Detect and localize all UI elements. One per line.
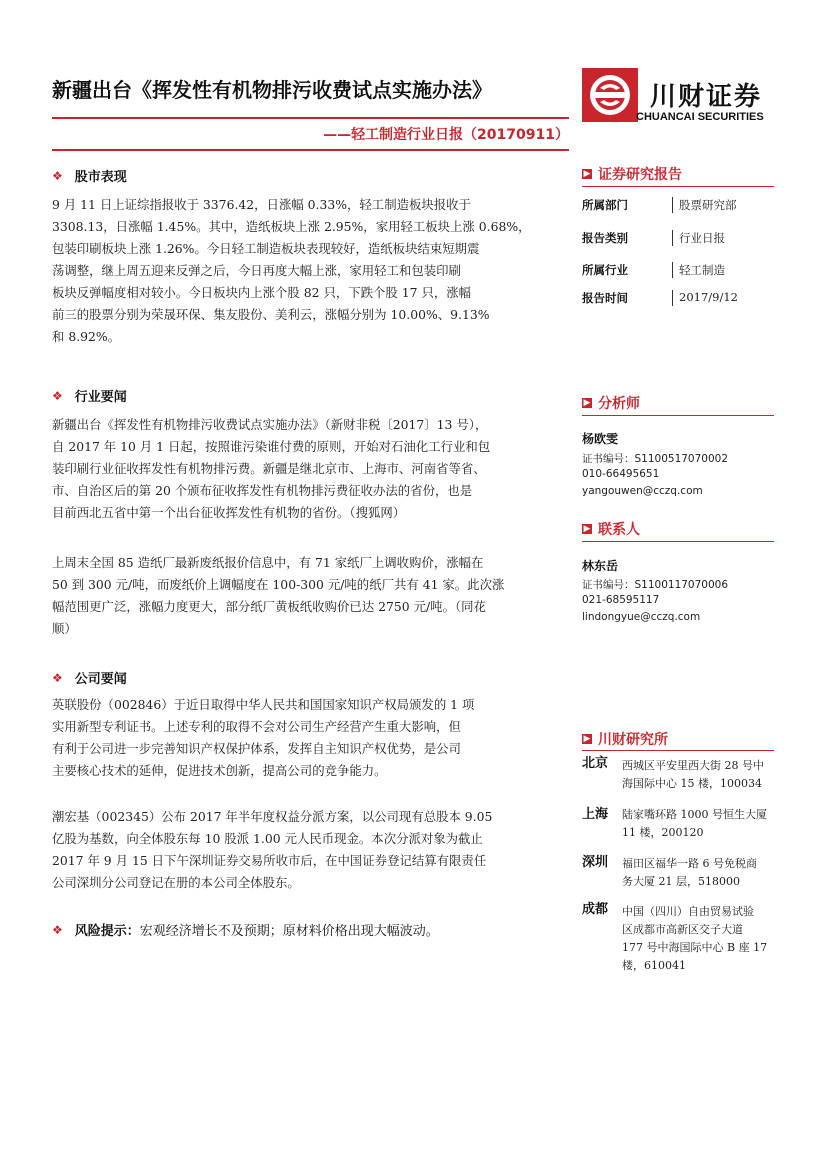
company-paragraph-1: 英联股份（002846）于近日取得中华人民共和国国家知识产权局颁发的 1 项 实用新型专利证书。上述专利的取得不会对公司生产经营产生重大影响，但 有利于公司进一步完善知识产权保护体系，发挥自主知识产权优势，是公司 主要核心技术的延伸，促进技术创新，提高公司的竞争能力。 [52,697,475,778]
sidebar-divider [582,750,774,751]
office-city-chengdu: 成都 [582,902,609,917]
sidebar-divider [582,186,774,187]
analyst-phone: 010-66495651 [582,468,660,480]
logo-text-en: CHUANCAI SECURITIES [636,111,764,123]
square-bullet-icon: ▶ [583,169,591,179]
logo-text-cn: 川财证券 [650,82,763,112]
header-divider-bottom [52,149,569,151]
square-bullet-icon: ▶ [583,398,591,408]
analyst-email[interactable]: yangouwen@cczq.com [582,485,703,497]
office-city-shanghai: 上海 [582,807,609,822]
section-heading-company: ❖ 公司要闻 [52,670,127,687]
sidebar-heading-report: ▶ 证券研究报告 [583,167,682,183]
sidebar-heading-contact: ▶ 联系人 [583,522,640,538]
industry-paragraph-1: 新疆出台《挥发性有机物排污收费试点实施办法》（新财非税〔2017〕13 号）， 自 2017 年 10 月 1 日起，按照谁污染谁付费的原则，开始对石油化工行业和包 装印刷行业征收挥发性有机物排污费。新疆是继北京市、上海市、河南省等省、 市、自治区后的第 20 个颁布征收挥发性有机物排污费征收办法的省份，也是 目前西北五省中第一个出台征收挥发性有机物的省份。（搜狐网） [52,417,491,520]
square-bullet-icon: ▶ [583,734,591,744]
sidebar-divider [582,415,774,416]
square-bullet-icon: ▶ [583,524,591,534]
contact-cert: 证书编号：S1100117070006 [582,579,729,591]
office-address-shanghai: 陆家嘴环路 1000 号恒生大厦 11 楼，200120 [622,808,767,839]
diamond-bullet-icon: ❖ [52,168,63,183]
diamond-bullet-icon: ❖ [52,388,63,403]
contact-name: 林东岳 [582,559,619,573]
industry-paragraph-2: 上周末全国 85 造纸厂最新废纸报价信息中，有 71 家纸厂上调收购价，涨幅在 50 到 300 元/吨，而废纸价上调幅度在 100-300 元/吨的纸厂共有 41 家。此次涨 幅范围更广泛，涨幅力度更大，部分纸厂黄板纸收购价已达 2750 元/吨。（同花 顺） [52,555,505,636]
diamond-bullet-icon: ❖ [52,670,63,685]
office-address-beijing: 西城区平安里西大街 28 号中 海国际中心 15 楼，100034 [622,759,764,790]
office-city-shenzhen: 深圳 [582,855,609,870]
diamond-bullet-icon: ❖ [52,922,63,937]
contact-phone: 021-68595117 [582,594,660,606]
sidebar-heading-analyst: ▶ 分析师 [583,396,640,412]
company-paragraph-2: 潮宏基（002345）公布 2017 年半年度权益分派方案，以公司现有总股本 9.05 亿股为基数，向全体股东每 10 股派 1.00 元人民币现金。本次分派对象为截止 2017 年 9 月 15 日下午深圳证券交易所收市后，在中国证券登记结算有限责任 公司深圳分公司登记在册的本公司全体股东。 [52,809,493,890]
analyst-cert: 证书编号：S1100517070002 [582,453,729,465]
sidebar-divider [582,541,774,542]
header-divider [52,117,569,119]
chuancai-logo-icon [582,68,638,122]
page-subtitle: ——轻工制造行业日报（20170911） [323,127,569,143]
section-heading-industry: ❖ 行业要闻 [52,388,127,405]
info-row-category: 报告类别 行业日报 [582,231,725,245]
sidebar-heading-institute: ▶ 川财研究所 [583,732,668,748]
office-address-shenzhen: 福田区福华一路 6 号免税商 务大厦 21 层，518000 [622,857,757,888]
page-title: 新疆出台《挥发性有机物排污收费试点实施办法》 [52,78,492,102]
section-heading-market: ❖ 股市表现 [52,168,127,185]
analyst-name: 杨欧雯 [582,432,619,446]
market-paragraph: 9 月 11 日上证综指报收于 3376.42，日涨幅 0.33%，轻工制造板块报收于 3308.13，日涨幅 1.45%。其中，造纸板块上涨 2.95%，家用轻工板块上涨 0.68%， 包装印刷板块上涨 1.26%。今日轻工制造板块表现较好，造纸板块结束短期震 荡调整，继上周五迎来反弹之后，今日再度大幅上涨，家用轻工和包装印刷 板块反弹幅度相对较小。今日板块内上涨个股 82 只，下跌个股 17 只，涨幅 前三的股票分别为荣晟环保、集友股份、美利云，涨幅分别为 10.00%、9.13% 和 8.92%。 [52,197,531,344]
info-row-industry: 所属行业 轻工制造 [582,263,725,277]
info-row-department: 所属部门 股票研究部 [582,198,737,212]
risk-note: ❖ 风险提示： 宏观经济增长不及预期；原材料价格出现大幅波动。 [52,922,439,939]
office-address-chengdu: 中国（四川）自由贸易试验 区成都市高新区交子大道 177 号中海国际中心 B 座 17 楼，610041 [622,905,768,972]
contact-email[interactable]: lindongyue@cczq.com [582,611,701,623]
office-city-beijing: 北京 [582,756,609,771]
info-row-date: 报告时间 2017/9/12 [582,290,738,305]
